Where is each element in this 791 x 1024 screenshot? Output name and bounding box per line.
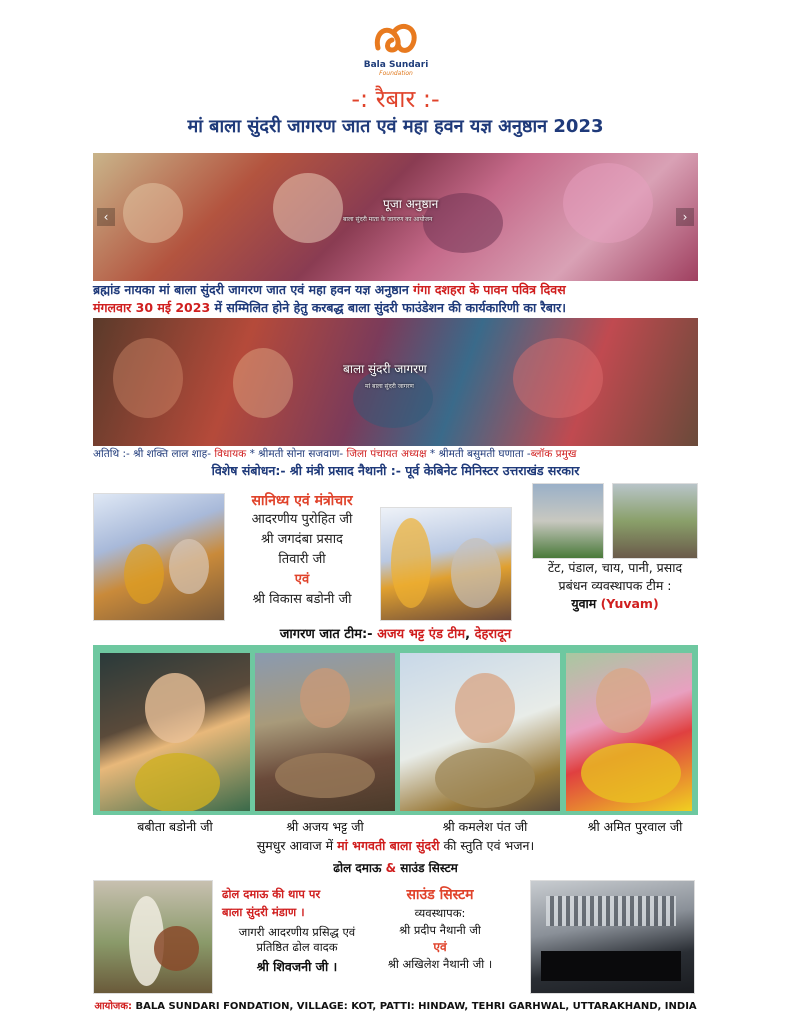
sound-title: साउंड सिस्टम: [406, 887, 474, 903]
sanidhya-line-3: तिवारी जी: [278, 552, 326, 567]
member-name-2: श्री अजय भट्ट जी: [286, 819, 364, 834]
member-name-4: श्री अमित पुरवाल जी: [587, 819, 683, 834]
dhol-heading-amp: &: [385, 861, 397, 875]
guest-2-role: जिला पंचायत अध्यक्ष: [346, 448, 427, 460]
sound-evam: एवं: [433, 940, 447, 954]
special-label: विशेष संबोधन:-: [211, 463, 286, 478]
dhol-player-name: श्री शिवजनी जी ।: [256, 959, 338, 974]
tent-line-1: टेंट, पंडाल, चाय, पानी, प्रसाद: [547, 560, 683, 575]
intro-text: ब्रह्मांड नायका मां बाला सुंदरी जागरण जात एवं महा हवन यज्ञ अनुष्ठान: [93, 282, 414, 297]
puja-slider-photo: [93, 153, 698, 281]
tent-line-2: प्रबंधन व्यवस्थापक टीम :: [558, 578, 672, 593]
dhol-title-2: बाला सुंदरी मंडाण ।: [222, 905, 305, 919]
bhajan-text-1: सुमधुर आवाज में: [256, 838, 338, 853]
slider-prev-button[interactable]: [97, 208, 115, 226]
intro-occasion: गंगा दशहरा के पावन पवित्र दिवस: [413, 282, 566, 297]
slide-subtitle: बाला सुंदरी माता के जागरण का आयोजन: [343, 216, 433, 223]
bhajan-line: [93, 837, 698, 854]
chevron-left-icon: ‹: [103, 210, 109, 224]
pandit-photo: [380, 507, 512, 621]
organizer-footer: [93, 998, 698, 1012]
sanidhya-evam: एवं: [294, 572, 310, 587]
guest-label: अतिथि :-: [93, 448, 134, 460]
sound-block: [370, 885, 510, 972]
organizer-label: आयोजक:: [94, 1001, 136, 1012]
guest-3-role: ब्लॉक प्रमुख: [530, 448, 577, 460]
jagran-team: अजय भट्ट एंड टीम: [377, 627, 466, 642]
jagran-city: देहरादून: [474, 627, 512, 642]
member-photo-4: [566, 653, 692, 811]
member-name-3: श्री कमलेश पंत जी: [442, 819, 528, 834]
dhol-player-photo: [93, 880, 213, 994]
special-text: श्री मंत्री प्रसाद नैथानी :- पूर्व केबिनेट मिनिस्टर उत्तराखंड सरकार: [285, 463, 580, 478]
tent-block: [520, 559, 710, 613]
sanidhya-line-2: श्री जगदंबा प्रसाद: [261, 532, 343, 547]
member-name-1: बबीता बडोनी जी: [137, 819, 213, 834]
dhol-sound-heading: [0, 859, 791, 876]
invitation-text: [93, 281, 698, 318]
sound-line-1: व्यवस्थापक:: [414, 906, 466, 920]
jagran-team-heading: [0, 624, 791, 642]
member-photo-3: [400, 653, 560, 811]
dhol-line-2: प्रतिष्ठित ढोल वादक: [256, 940, 338, 954]
logo-subtitle: Foundation: [379, 70, 413, 77]
slider-next-button[interactable]: [676, 208, 694, 226]
guest-1: श्री शक्ति लाल शाह-: [133, 448, 215, 460]
jagran-label: जागरण जात टीम:-: [279, 627, 378, 642]
guest-1-role: विधायक: [214, 448, 247, 460]
logo-name: Bala Sundari: [363, 60, 429, 70]
bhajan-deity: मां भगवती बाला सुंदरी: [337, 838, 440, 853]
slide-title-2: बाला सुंदरी जागरण: [343, 362, 427, 376]
organizer-address: BALA SUNDARI FONDATION, VILLAGE: KOT, PATTI: HINDAW, TEHRI GARHWAL, UTTARAKHAND, INDIA: [135, 1001, 697, 1012]
tent-photo-1: [532, 483, 604, 559]
sound-line-3: श्री अखिलेश नैथानी जी ।: [387, 957, 493, 971]
intro-date: मंगलवार 30 मई 2023: [93, 300, 211, 315]
chevron-right-icon: ›: [682, 210, 688, 224]
guest-2: * श्रीमती सोना सजवाण-: [246, 448, 347, 460]
sanidhya-title: सानिध्य एवं मंत्रोचार: [251, 493, 353, 509]
sound-mixer-photo: [530, 880, 695, 994]
page-title: मां बाला सुंदरी जागरण जात एवं महा हवन यज्ञ अनुष्ठान 2023: [187, 116, 604, 137]
sound-line-2: श्री प्रदीप नैथानी जी: [399, 923, 481, 937]
dhol-line-1: जागरी आदरणीय प्रसिद्ध एवं: [238, 925, 356, 939]
tent-team: युवाम: [571, 596, 601, 611]
jagran-comma: ,: [465, 627, 475, 642]
dhol-block: [222, 887, 372, 975]
jagran-slider-photo: [93, 318, 698, 446]
sanidhya-line-1: आदरणीय पुरोहित जी: [251, 512, 353, 527]
member-photo-1: [100, 653, 250, 811]
bhajan-text-2: की स्तुति एवं भजन।: [439, 838, 535, 853]
raibar-title: -: रैबार :-: [351, 85, 440, 113]
dhol-heading-2: साउंड सिस्टम: [396, 861, 458, 875]
tent-team-en: (Yuvam): [600, 596, 659, 611]
intro-text-2: में सम्मिलित होने हेतु करबद्ध बाला सुंदरी फाउंडेशन की कार्यकारिणी का रैबार।: [210, 300, 566, 315]
dhol-title-1: ढोल दमाऊ की थाप पर: [222, 887, 321, 901]
tent-photo-2: [612, 483, 698, 559]
foundation-logo: [370, 18, 422, 64]
guest-3: * श्रीमती बसुमती घणाता -: [426, 448, 531, 460]
sanidhya-block: [228, 491, 376, 610]
member-photo-2: [255, 653, 395, 811]
dhol-heading-1: ढोल दमाऊ: [333, 861, 386, 875]
special-address: [93, 462, 698, 479]
priest-photo: [93, 493, 225, 621]
slide-title: पूजा अनुष्ठान: [383, 197, 439, 211]
guest-line: [93, 447, 698, 461]
sanidhya-line-4: श्री विकास बडोनी जी: [252, 592, 352, 607]
slide-subtitle-2: मां बाला सुंदरी जागरण: [365, 383, 414, 390]
